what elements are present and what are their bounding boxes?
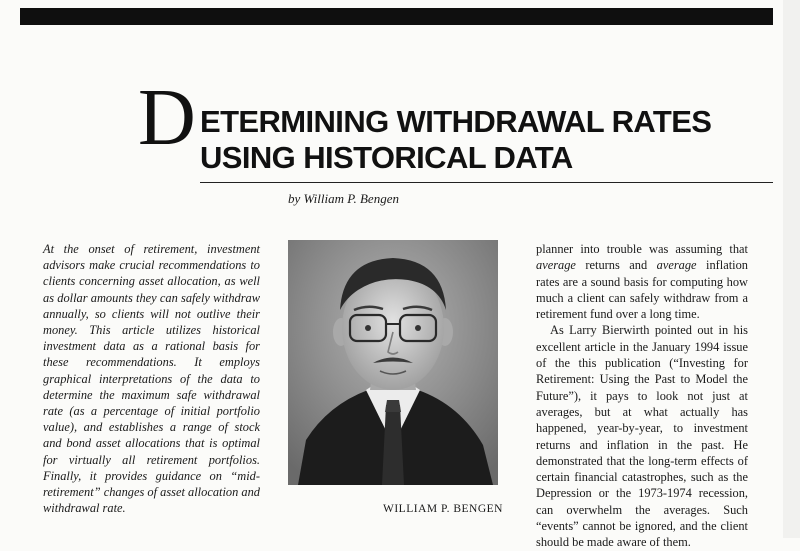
header-bar	[20, 8, 773, 25]
p1-text-c: inflation rates are a sound basis for computing how much a client can safely withdraw from a retirement fund over a long time.	[536, 258, 748, 322]
p1-text-b: returns and	[575, 258, 657, 273]
photo-caption: WILLIAM P. BENGEN	[383, 503, 503, 515]
p1-emphasis-2: average	[656, 258, 697, 273]
title-line-2: USING HISTORICAL DATA	[200, 140, 573, 175]
p1-text-a: planner into trouble was assuming that	[536, 242, 748, 256]
title-rule	[200, 182, 773, 183]
byline: by William P. Bengen	[288, 191, 399, 206]
body-paragraph-2: As Larry Bierwirth pointed out in his excellent article in the January 1994 issue of the this publication (“Investing for Retirement: Using the Past to Model the Future”), it pays to look not just at averages, but at what actually has happened, year-by-year, to investment returns and inflation in the past. He demonstrated that the long-term effects of certain financial catastrophes, such as the Depression or the 1973-1974 recession, can overwhelm the averages. Such “events” cannot be ignored, and the client should be made aware of them.	[536, 323, 748, 550]
body-text	[536, 241, 748, 551]
author-photo	[288, 240, 498, 485]
page-edge	[783, 0, 800, 538]
body-paragraph-1	[536, 241, 748, 322]
abstract: At the onset of retirement, investment advisors make crucial recommendations to clients concerning asset allocation, as well as dollar amounts they can safely withdraw annually, so clients will not outlive their money. This article utilizes historical investment data as a rational basis for these recommendations. It employs graphical interpretations of the data to determine the maximum safe withdrawal rate (as a percentage of initial portfolio value), and establishes a range of stock and bond asset allocations that is optimal for virtually all retirement portfolios. Finally, it provides guidance on “mid-retirement” changes of asset allocation and withdrawal rate.	[43, 242, 260, 516]
p1-emphasis-1: average	[536, 258, 576, 273]
title-line-1: ETERMINING WITHDRAWAL RATES	[200, 104, 712, 139]
title-drop-cap: D	[138, 74, 196, 162]
